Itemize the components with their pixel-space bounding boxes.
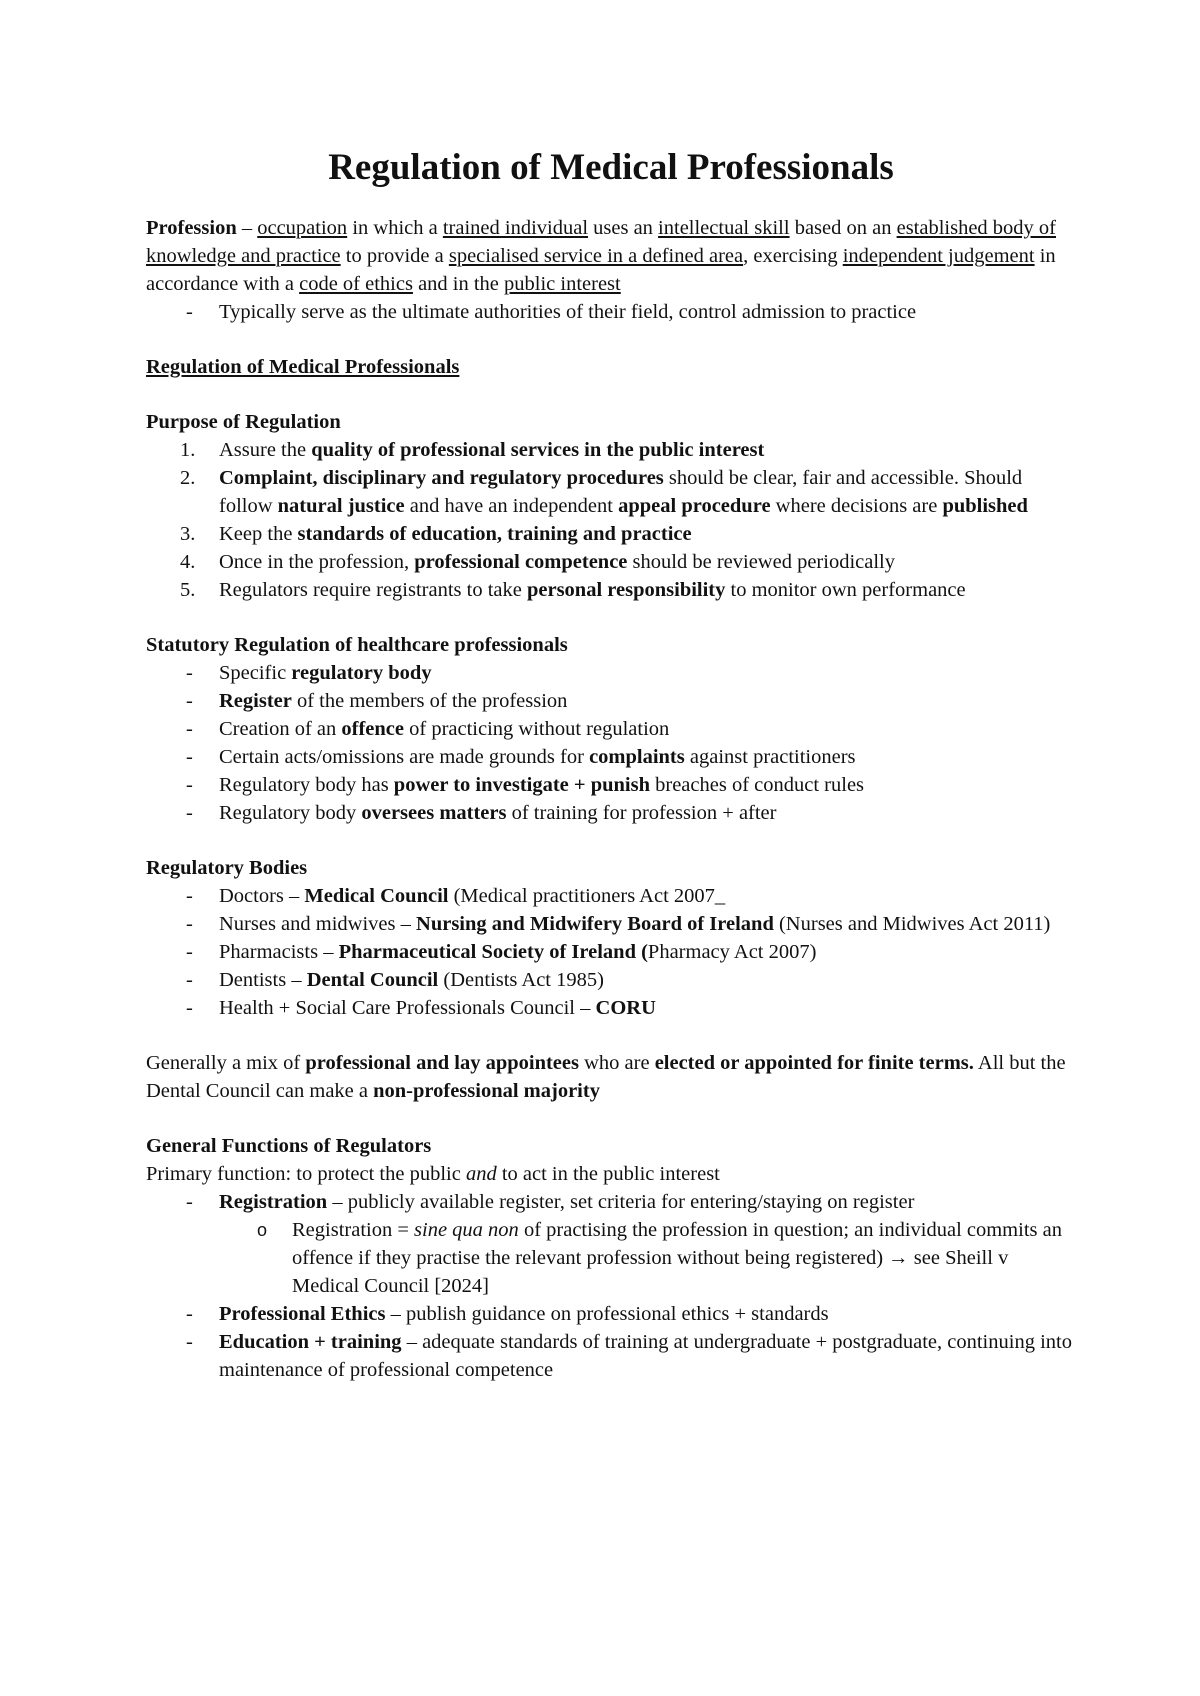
text-run: of the members of the profession [291, 690, 568, 712]
text-run: appeal procedure [618, 495, 771, 517]
dash-marker: - [186, 690, 193, 712]
text-run: Pharmacists – [219, 941, 339, 963]
text-run: to monitor own performance [725, 579, 966, 601]
dash-marker: - [186, 718, 193, 740]
text-run: Regulatory body has [219, 774, 394, 796]
section-heading: Regulation of Medical Professionals [146, 356, 460, 378]
text-run: who are [578, 1052, 655, 1074]
text-run: based on an [789, 217, 897, 239]
text-run: code of ethics [299, 273, 413, 295]
text-run: elected or appointed for finite terms. [654, 1052, 974, 1074]
text-run: should be clear, fair and accessible. Should follow [219, 467, 1023, 517]
purpose-heading: Purpose of Regulation [146, 411, 341, 433]
text-run: established body of knowledge and practice [146, 217, 1057, 267]
text-run: of training for profession + after [506, 802, 777, 824]
text-run: professional competence [414, 551, 628, 573]
list-item [146, 994, 1076, 1022]
text-run: Register [219, 690, 292, 712]
text-run: specialised service in a defined area [448, 245, 744, 267]
list-item [146, 882, 1076, 910]
list-item-text [219, 439, 764, 461]
text-run: offence [341, 718, 404, 740]
text-run: breaches of conduct rules [650, 774, 865, 796]
text-run: Regulators require registrants to take [219, 579, 527, 601]
bodies-heading: Regulatory Bodies [146, 857, 308, 879]
text-run: in which a [347, 217, 443, 239]
definition-dash: – [236, 217, 258, 239]
text-run: and have an independent [404, 495, 619, 517]
functions-list [146, 1188, 1076, 1216]
purpose-list [146, 436, 1076, 604]
text-run: CORU [595, 997, 656, 1019]
text-run: Dentists – [219, 969, 307, 991]
list-item-text [219, 579, 966, 601]
text-run: occupation [257, 217, 348, 239]
dash-marker: - [186, 969, 193, 991]
page-title: Regulation of Medical Professionals [328, 147, 894, 188]
text-run: (Nurses and Midwives Act 2011) [773, 913, 1051, 935]
text-run: Education + training [219, 1331, 402, 1353]
dash-marker: - [186, 301, 193, 323]
list-item [146, 938, 1076, 966]
text-run: Health + Social Care Professionals Council – [219, 997, 596, 1019]
text-run: uses an [588, 217, 659, 239]
text-run: (Dentists Act 1985) [438, 969, 604, 991]
text-run: Registration [219, 1191, 328, 1213]
list-item-text [219, 997, 656, 1019]
text-run: public interest [504, 273, 621, 295]
text-run: , exercising [743, 245, 843, 267]
text-run: oversees matters [361, 802, 507, 824]
list-item [146, 1328, 1076, 1384]
list-item [146, 715, 1076, 743]
definition-body [146, 217, 1056, 295]
text-run: – adequate standards of training at undergraduate + postgraduate, continuing into maintenance of professional competence [219, 1331, 1072, 1381]
text-run: Certain acts/omissions are made grounds for [219, 746, 590, 768]
text-run: to act in the public interest [496, 1163, 720, 1185]
list-item-text [219, 523, 692, 545]
circle-marker: o [257, 1220, 268, 1240]
text-run: standards of education, training and practice [297, 523, 692, 545]
number-marker: 2. [180, 467, 196, 489]
statutory-heading: Statutory Regulation of healthcare professionals [146, 634, 568, 656]
text-run: Doctors – [219, 885, 305, 907]
list-item [146, 1300, 1076, 1328]
text-run: intellectual skill [658, 217, 790, 239]
number-marker: 5. [180, 579, 196, 601]
list-item-text [219, 802, 777, 824]
text-run: professional and lay appointees [305, 1052, 579, 1074]
text-run: Nurses and midwives – [219, 913, 417, 935]
text-run: and [465, 1163, 497, 1185]
functions-sublist [146, 1216, 1076, 1300]
text-run: Primary function: to protect the public [146, 1163, 466, 1185]
text-run: Pharmacy Act 2007) [647, 941, 817, 963]
functions-list-cont [146, 1300, 1076, 1384]
dash-marker: - [186, 997, 193, 1019]
functions-heading: General Functions of Regulators [146, 1135, 432, 1157]
list-item-text [219, 774, 864, 796]
text-run: Specific [219, 662, 292, 684]
text-run: quality of professional services in the public interest [311, 439, 765, 461]
dash-marker: - [186, 1303, 193, 1325]
text-run: Professional Ethics [219, 1303, 386, 1325]
text-run: against practitioners [684, 746, 856, 768]
list-item [146, 464, 1076, 520]
text-run: of practicing without regulation [404, 718, 670, 740]
text-run: where decisions are [770, 495, 943, 517]
list-item [146, 771, 1076, 799]
list-item [146, 799, 1076, 827]
list-item: - Typically serve as the ultimate authorities of their field, control admission to practice [146, 298, 1076, 326]
list-item [146, 520, 1076, 548]
text-run: power to investigate + punish [393, 774, 650, 796]
list-item [146, 966, 1076, 994]
text-run: Assure the [219, 439, 312, 461]
text-run: independent judgement [842, 245, 1035, 267]
list-item [146, 548, 1076, 576]
number-marker: 1. [180, 439, 196, 461]
text-run: – publish guidance on professional ethics + standards [385, 1303, 829, 1325]
list-item [146, 659, 1076, 687]
dash-marker: - [186, 1331, 193, 1353]
list-item-text [219, 885, 725, 907]
text-run: Registration = [292, 1219, 415, 1241]
dash-marker: - [186, 774, 193, 796]
text-run: All but the Dental Council can make a [146, 1052, 1066, 1102]
text-run: Complaint, disciplinary and regulatory procedures [219, 467, 664, 489]
dash-marker: - [186, 1191, 193, 1213]
text-run: Nursing and Midwifery Board of Ireland [416, 913, 774, 935]
list-item [146, 1216, 1076, 1300]
list-item-text [219, 690, 567, 712]
list-item [146, 436, 1076, 464]
list-item-text [219, 467, 1028, 517]
text-run: Keep the [219, 523, 298, 545]
list-item-text [219, 941, 816, 963]
number-marker: 4. [180, 551, 196, 573]
list-item-text [219, 662, 432, 684]
text-run: Pharmaceutical Society of Ireland ( [338, 941, 648, 963]
text-run: natural justice [277, 495, 405, 517]
dash-marker: - [186, 885, 193, 907]
document-content [146, 144, 1076, 1384]
list-item-text [219, 913, 1050, 935]
text-run: and in the [412, 273, 505, 295]
list-item [146, 1188, 1076, 1216]
text-run: Dental Council [306, 969, 439, 991]
text-run: – publicly available register, set criteria for entering/staying on register [327, 1191, 915, 1213]
text-run: regulatory body [291, 662, 432, 684]
text-run: personal responsibility [526, 579, 726, 601]
text-run: (Medical practitioners Act 2007_ [448, 885, 726, 907]
list-item-text [219, 551, 895, 573]
text-run: of practising the profession in question; an individual commits an offence if they practise the relevant profession without being registered) → see Sheill v Medical Council [2024] [292, 1219, 1062, 1297]
text-run: non-professional majority [373, 1080, 600, 1102]
profession-definition [146, 214, 1076, 298]
text-run: Medical Council [304, 885, 449, 907]
definition-term: Profession [146, 217, 237, 239]
dash-marker: - [186, 941, 193, 963]
text-run: trained individual [442, 217, 589, 239]
functions-intro [146, 1160, 1076, 1188]
text-run: sine qua non [414, 1219, 519, 1241]
dash-marker: - [186, 802, 193, 824]
text-run: Once in the profession, [219, 551, 415, 573]
dash-marker: - [186, 662, 193, 684]
list-item-text [219, 718, 669, 740]
dash-marker: - [186, 913, 193, 935]
list-item-text [219, 746, 856, 768]
definition-bullets [146, 298, 1076, 326]
statutory-list [146, 659, 1076, 827]
text-run: complaints [589, 746, 685, 768]
text-run: should be reviewed periodically [627, 551, 895, 573]
text-run: in accordance with a [146, 245, 1056, 295]
dash-marker: - [186, 746, 193, 768]
composition-paragraph [146, 1049, 1076, 1105]
text-run: Regulatory body [219, 802, 362, 824]
list-item [146, 743, 1076, 771]
bodies-list [146, 882, 1076, 1022]
number-marker: 3. [180, 523, 196, 545]
list-item [146, 687, 1076, 715]
list-item [146, 576, 1076, 604]
text-run: Creation of an [219, 718, 342, 740]
list-item-text [219, 969, 604, 991]
text-run: to provide a [340, 245, 449, 267]
list-item [146, 910, 1076, 938]
text-run: Generally a mix of [146, 1052, 306, 1074]
text-run: published [942, 495, 1028, 517]
